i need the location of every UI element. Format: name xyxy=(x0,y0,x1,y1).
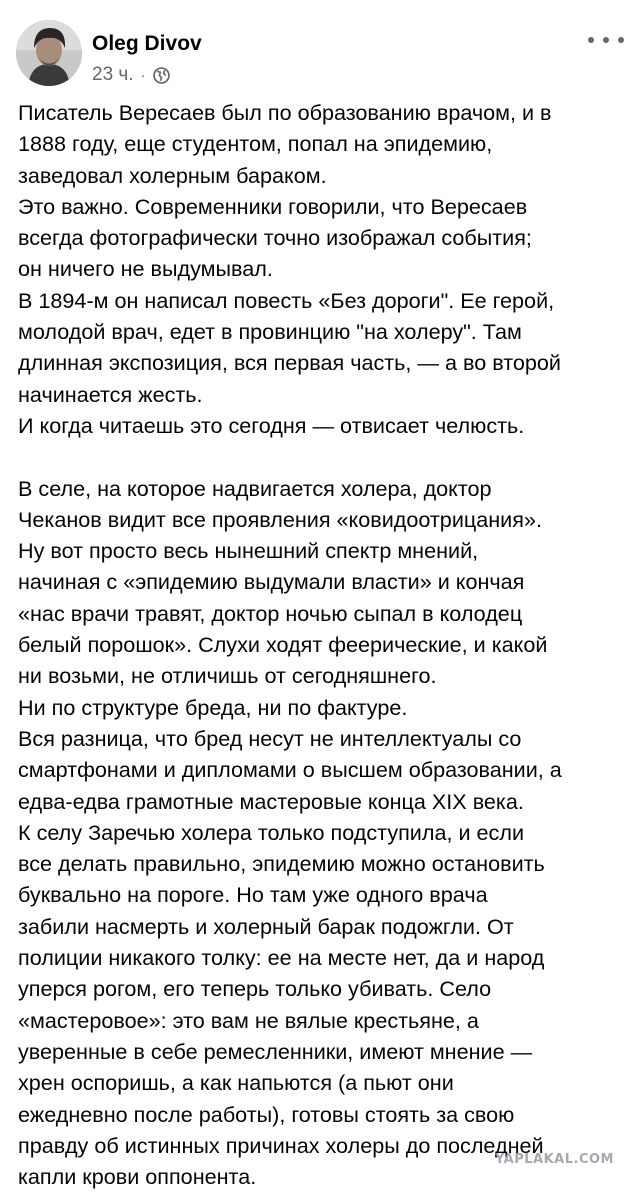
post-text-line: Писатель Вересаев был по образованию врачом, и в xyxy=(18,100,552,125)
post-text-line: смартфонами и дипломами о высшем образовании, а xyxy=(18,757,562,783)
post-text-line: 1888 году, еще студентом, попал на эпидемию, xyxy=(18,131,493,157)
post-text-line: В селе, на которое надвигается холера, доктор xyxy=(18,475,492,501)
post-meta xyxy=(92,64,170,86)
post-text-line: он ничего не выдумывал. xyxy=(18,256,273,282)
globe-icon[interactable] xyxy=(153,67,170,84)
more-horizontal-icon xyxy=(618,37,624,43)
post-text-line: уперся рогом, его теперь только убивать. Село xyxy=(18,976,492,1002)
post-text-line: И когда читаешь это сегодня — отвисает челюсть. xyxy=(18,412,525,438)
post-text-line: начиная с «эпидемию выдумали власти» и кончая xyxy=(18,569,525,595)
post-time[interactable]: 23 ч. xyxy=(92,64,134,85)
post-text-line: правду об истинных причинах холеры до последней xyxy=(18,1132,544,1158)
post-paragraph xyxy=(18,473,630,1192)
post-text-line: В 1894-м он написал повесть «Без дороги". Ее герой, xyxy=(18,287,555,313)
more-horizontal-icon xyxy=(588,37,594,43)
post-text-line: Это важно. Современники говорили, что Вересаев xyxy=(18,193,528,219)
post-text-line: белый порошок». Слухи ходят феерические, и какой xyxy=(18,632,548,658)
post-text-line: забили насмерть и холерный барак подожгли. От xyxy=(18,913,514,939)
post-text-line: молодой врач, едет в провинцию "на холеру". Там xyxy=(18,319,522,345)
post-text-line: все делать правильно, эпидемию можно остановить xyxy=(18,851,545,877)
post-text-line: К селу Заречью холера только подступила, и если xyxy=(18,819,525,845)
watermark: YAPLAKAL.COM xyxy=(495,1152,614,1167)
post-text-line: длинная экспозиция, вся первая часть, — а во второй xyxy=(18,350,561,376)
post-text-line: Вся разница, что бред несут не интеллектуалы со xyxy=(18,725,522,751)
meta-separator: · xyxy=(140,66,146,84)
post-text-line: «нас врачи травят, доктор ночью сыпал в колодец xyxy=(18,600,523,626)
avatar-photo xyxy=(16,20,82,86)
more-options-button[interactable] xyxy=(588,28,624,52)
post-text-line: едва-едва грамотные мастеровые конца XIX века. xyxy=(18,788,524,814)
post-text-line: «мастеровое»: это вам не вялые крестьяне, а xyxy=(18,1007,479,1033)
post-text-line: хрен оспоришь, а как напьются (а пьют они xyxy=(18,1070,454,1096)
post-text-line: Чеканов видит все проявления «ковидоотрицания». xyxy=(18,506,542,532)
post-body xyxy=(18,97,630,1192)
post-text-line: капли крови оппонента. xyxy=(18,1164,257,1190)
post-text-line: Ну вот просто весь нынешний спектр мнений, xyxy=(18,538,479,564)
post-text-line: ни возьми, не отличишь от сегодняшнего. xyxy=(18,663,437,689)
avatar[interactable] xyxy=(16,20,82,86)
post-text-line: начинается жесть. xyxy=(18,381,203,407)
post-text-line: Ни по структуре бреда, ни по фактуре. xyxy=(18,694,408,720)
author-name[interactable]: Oleg Divov xyxy=(92,32,202,55)
post-text-line: ежедневно после работы), готовы стоять за свою xyxy=(18,1101,515,1127)
post-text-line: заведовал холерным бараком. xyxy=(18,162,327,188)
post-paragraph xyxy=(18,97,630,441)
post-text-line: уверенные в себе ремесленники, имеют мнение — xyxy=(18,1038,533,1064)
post-header xyxy=(16,20,624,88)
post-text-line: всегда фотографически точно изображал события; xyxy=(18,225,532,251)
more-horizontal-icon xyxy=(603,37,609,43)
post-text-line: полиции никакого толку: ее на месте нет, да и народ xyxy=(18,945,545,971)
post-text-line: буквально на пороге. Но там уже одного врача xyxy=(18,882,488,908)
